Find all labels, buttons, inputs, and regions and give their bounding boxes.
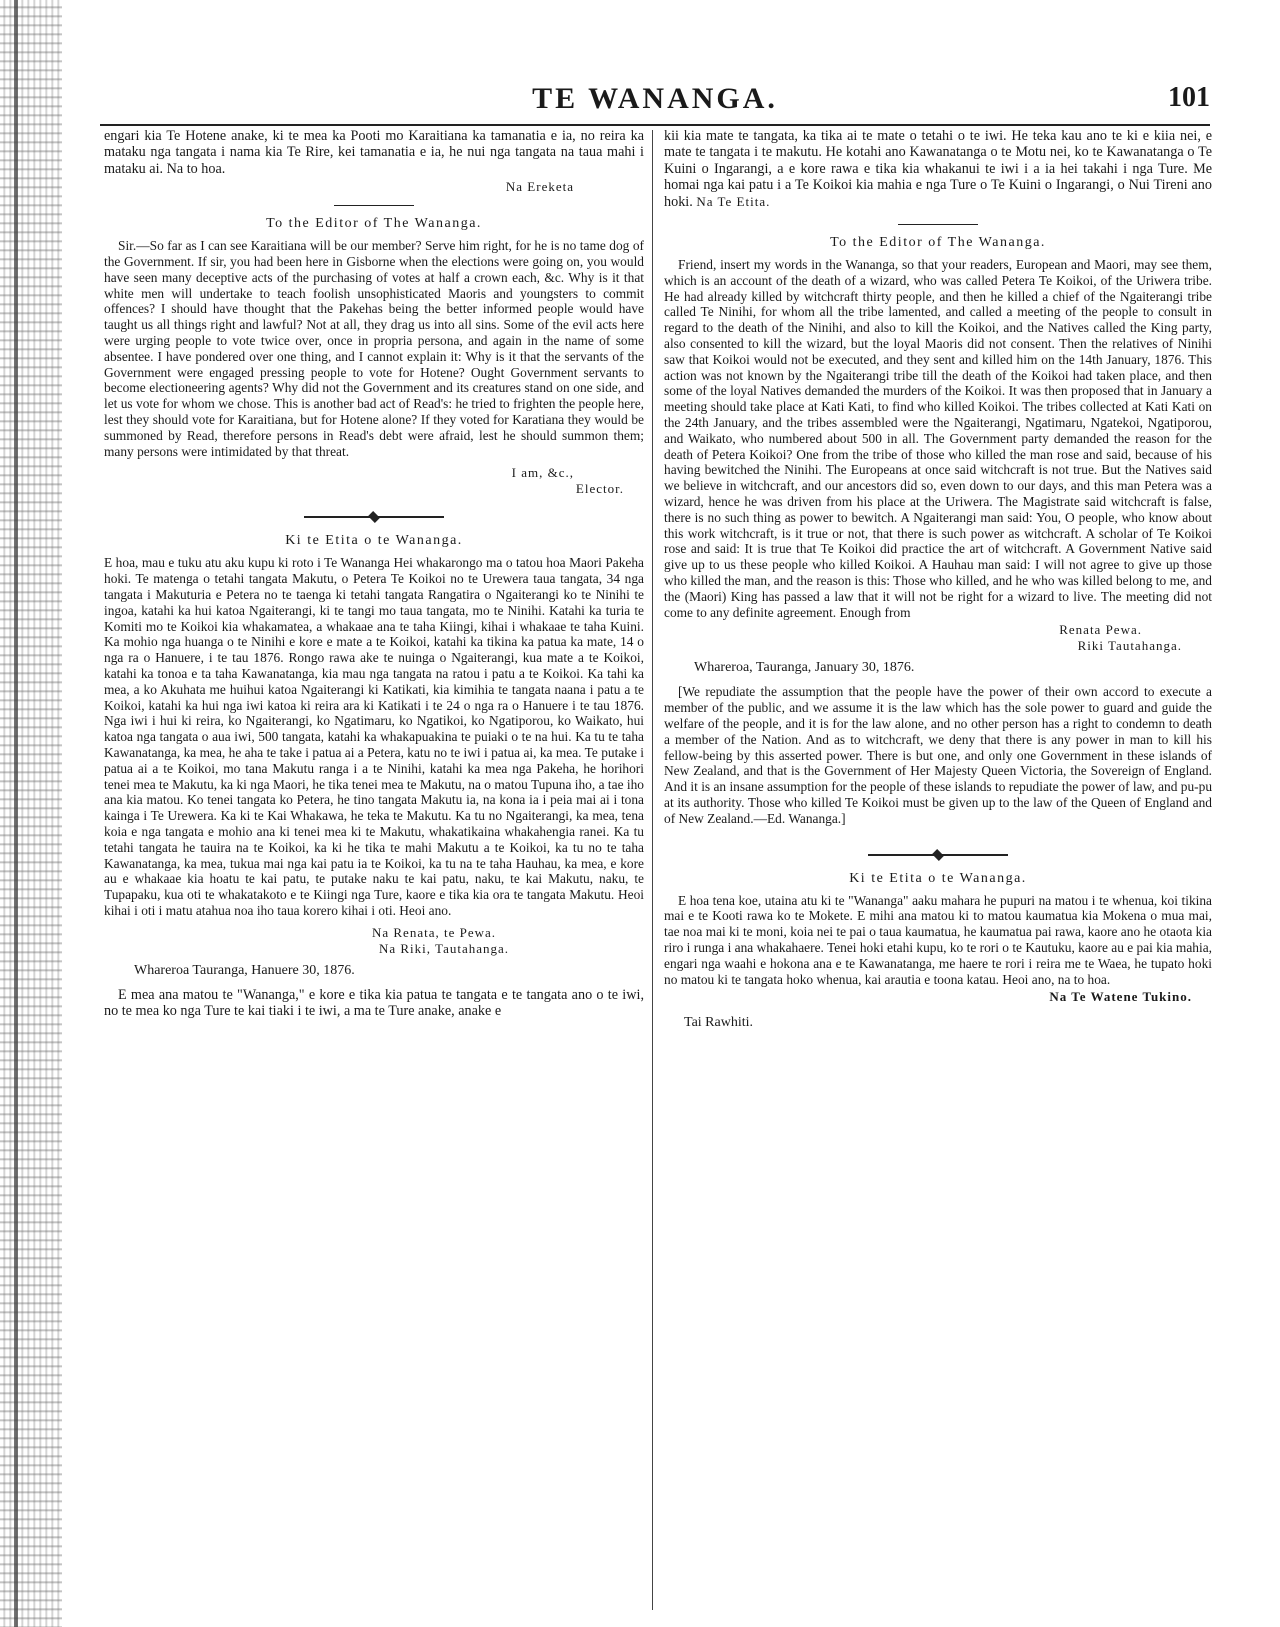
section-rule (334, 205, 414, 206)
opening-paragraph: engari kia Te Hotene anake, ki te mea ka Pooti mo Karaitiana ka tamanatia e ia, no reira ka mataku nga tangata i nama kia Te Rire, kei tamanatia e ia, he nui nga tangata na taua mahi i mataku ai. Na to hoa. (104, 128, 644, 177)
letter2-signature-line1: Na Renata, te Pewa. (371, 924, 497, 940)
page-header (100, 74, 1210, 124)
page-number: 101 (1168, 82, 1210, 113)
closing-paragraph: E mea ana matou te "Wananga," e kore e tika kia patua te tangata e te tangata ano o te iwi, no te mea ko nga Ture te kai tiaki i te iwi, a ma te Ture anake, anake e (104, 986, 644, 1020)
letter3-signature-line1: Renata Pewa. (1059, 622, 1142, 638)
scan-margin-noise (0, 0, 62, 1627)
section-rule-right (898, 224, 978, 225)
letter3-body: Friend, insert my words in the Wananga, so that your readers, European and Maori, may see them, which is an account of the death of a wizard, who was called Petera Te Koikoi, of the Uriwera tribe. He had already killed by witchcraft thirty people, and then he killed a chief of the Ngaiterangi tribe called Te Ninihi, for whom all the tribe lamented, and called a meeting of the people to consult in regard to the death of the Ninihi, and also to kill the Koikoi, and the Natives called the King party, also consented to kill the wizard, but the loyal Maoris did not consent. Then the relatives of Ninihi saw that Koikoi would not be executed, and they sent and killed him on the 14th January, 1876. This action was not known by the Ngaiterangi tribe till the death of the Koikoi had taken place, and then some of the loyal Natives demanded the murders of the Koikoi. It was then proposed that in January a meeting should take place at Kati Kati, to find who killed Koikoi. The tribes collected at Kati Kati on the 24th January, and the tribes assembled were the Ngaiterangi, Ngatimaru, Ngatekoi, Ngatiporou, and Waikato, who numbered about 500 in all. The Government party demanded the reason for the death of Petera Koikoi? One from the tribe of those who killed the man rose and said, because of his having bewitched the Ninihi. The Europeans at once said witchcraft is not true. But the Natives said we believe in witchcraft, and our ancestors did so, even down to our days, and this man Petera was a wizard, hence he was driven from his place at the Uriwera. The Magistrate said witchcraft is false, there is no such thing as power to bewitch. A Ngaiterangi man said: You, O people, who know about this work witchcraft, is it true or not, that there is such power as witchcraft. A scholar of Te Koikoi rose and said: It is true that Te Koikoi did practice the art of witchcraft. A Government Native said give up to us these people who killed Koikoi. A Hauhau man said: I will not agree to give up those who killed the man, and the reason is this: Those who killed, and he who was killed belong to me, and the (Maori) King has passed a law that it will not be right for a wizard to live. The meeting did not come to any definite agreement. Enough from (664, 257, 1212, 620)
letter4-body: E hoa tena koe, utaina atu ki te "Wananga" aaku mahara he pupuri na matou i te whenua, koi tikina mai e te Kooti rawa ko te Mokete. E mihi ana matou ki to matou kaumatua kia Mokena o mua mai, tae noa mai ki te moni, koia nei te pai o taua kaumatua, he kaumatua pai rawa, kaore ano he otaota kia riro i runga i ana whakahaere. Tenei hoki etahi kupu, ko te rori o te Kautuku, kaore au e pai kia mahia, engari nga waahi e hokona ana e te Kawanatanga, me haere te rori i reira me te Waea, he tupato hoki no matou ki te tangata hoko whenua, kai arautia e toona katau. Heoi ano, na to hoa. (664, 892, 1213, 987)
letter2-body: E hoa, mau e tuku atu aku kupu ki roto i Te Wananga Hei whakarongo ma o tatou hoa Maori Pakeha hoki. Te matenga o tetahi tangata Makutu, o Petera Te Koikoi no te Urewera taua tangata, 34 nga tangata i Makuturia e Petera no te taenga ki tetahi tangata Rangatira o Ngaiterangi ko te Ninihi te ingoa, katahi ka hui katoa Ngaiterangi, ki te tangi mo taua tangata, mo te Ninihi. Katahi ka turia te Komiti mo te Koikoi kia whakamatea, a whakaae ana te taha Kiingi, kihai i whakaae te taha Kuini. Ka mohio nga huanga o te Ninihi e kore e mate a te Koikoi, katahi ka tikina ka patua ka mate, 14 o nga ra o Hanuere, i te tau 1876. Rongo rawa ake te nuinga o Ngaiterangi, kua mate a te Koikoi, katahi ka tonoa e ta taha Kawanatanga, kia mau nga tangata na ratou i patu a te Koikoi. Ka tahi ka mea, a ko Akuhata me huihui katoa Ngaiterangi ki Katikati, kia kimihia te tangata naana i patu a te Koikoi, katahi ka hui nga iwi katoa ki reira ara ki Katikati i te 24 o nga ra o Hanuere i te tau 1876. Nga iwi i hui ki reira, ko Ngaiterangi, ko Ngatimaru, ko Ngatikoi, ko Ngatiporou, ko Waikato, hui katoa nga tangata o aua iwi, 500 tangata, katahi ka whakapuakina te puiaki o te na hui. Ka tu te taha Kawanatanga, ka mea, he aha te take i patua ai a Petera, katu no te iwi i patua ai, ka mea. Te putake i patua ai a te Koikoi, mo tana Makutu ranga i a te Ninihi, katahi ka mea nga Pakeha, he horihori tenei mea te Makutu, ka ki nga Maori, he tika tenei mea te Makutu, na o matou Tupuna iho, a tae iho ana kia matou. Ko tenei tangata ko Petera, he tino tangata Makutu ia, na kona ia i peia mai ai i tona kainga i Te Urewera. Ka ki te Kai Whakawa, he teka te Makutu. Ka tu no Ngaiterangi, ka mea, tena koia e nga tangata e mohio ana ki tenei mea ki te Makutu, whakatikaina whakahengia ranei. Ka tu tetahi tangata he tauira na te Koikoi, ka ki he tika te mahi Makutu a te Koikoi, ka tu no te taha Kawanatanga, ka mea, tukua mai nga kai patu ia te Koikoi, ka tu na te taha Hauhau, ka mea, e kore au e whakaae kia hoatu te kai patu, te putake naku te kai patu, naku, te kai Makutu, naku, te Tupapaku, kua oti te whakatakoto e te Kiingi nga Ture, kaore e tika kia ora te tangata Makutu. Heoi kihai i oti i matu atahua noa iho taua korero kihai i oti. Heoi ano. (104, 555, 644, 918)
letter1-heading: To the Editor of The Wananga. (266, 216, 482, 232)
letter2-dateline: Whareroa Tauranga, Hanuere 30, 1876. (134, 962, 355, 978)
letter3-dateline: Whareroa, Tauranga, January 30, 1876. (694, 660, 915, 676)
scan-binding-edge (14, 0, 18, 1627)
editorial-note: [We repudiate the assumption that the people have the power of their own accord to execute a member of the public, and we assume it is the law which has the sole power to guard and guide the welfare of the people, and it is for the law alone, and no other person has a right to condemn to death a member of the Nation. And as to witchcraft, we deny that there is any power in man to kill his fellow-being by this asserted power. There is but one, and only one Government in these islands of New Zealand, and that is the Government of Her Majesty Queen Victoria, the Sovereign of England. And it is an insane assumption for the people of these islands to repudiate the power of law, and pu-pu at its authority. Those who killed Te Koikoi must be given up to the law of the Queen of England and of New Zealand.—Ed. Wananga.] (664, 684, 1213, 826)
section-ornament-right (868, 849, 1008, 861)
letter3-signature-line2: Riki Tautahanga. (1077, 638, 1182, 654)
opening-signature: Na Ereketa (505, 179, 574, 195)
letter2-signature-line2: Na Riki, Tautahanga. (378, 940, 510, 956)
letter1-body: Sir.—So far as I can see Karaitiana will be our member? Serve him right, for he is no tame dog of the Government. If sir, you had been here in Gisborne when the elections were going on, you would have seen many deceptive acts of the purchasing of votes at half a crown each, &c. Why is it that white men will undertake to teach foolish unsophisticated Maoris and youngsters to commit offences? I should have thought that the Pakehas being the better informed people would have taught us all things right and lawful? Not at all, they drag us into all sins. Some of the evil acts here were urging people to vote twice over, once in propria persona, and again in the name of some absentee. I have pondered over one thing, and I cannot explain it: Why is it that the servants of the Government were engaged pressing people to vote for Hotene? Ought Government servants to become electioneering agents? Why did not the Government and its creatures stand on one side, and let us vote for whom we chose. This is another bad act of Read's: he tried to frighten the people here, lest they should vote for Karaitiana, but for Hotene alone? If they voted for Karatiana they would be summoned by Read, therefore persons in Read's debt were afraid, lest he should summon them; many persons were intimidated by that threat. (104, 238, 644, 459)
column-divider (652, 130, 653, 1610)
letter3-heading: To the Editor of The Wananga. (830, 235, 1046, 251)
right-column (664, 128, 1212, 1031)
continuation-signature: Na Te Etita. (696, 193, 771, 209)
letter1-signature: Elector. (575, 481, 624, 497)
letter4-heading: Ki te Etita o te Wananga. (849, 870, 1027, 886)
continuation-paragraph (664, 128, 1212, 210)
letter4-signoff: Tai Rawhiti. (684, 1015, 754, 1031)
letter4-signature: Na Te Watene Tukino. (1049, 989, 1192, 1005)
letter1-closing: I am, &c., (511, 465, 574, 481)
page-title: TE WANANGA. (532, 82, 778, 115)
letter2-heading: Ki te Etita o te Wananga. (285, 533, 463, 549)
section-ornament (304, 511, 444, 523)
left-column (104, 128, 644, 1022)
continuation-text: kii kia mate te tangata, ka tika ai te mate o tetahi o te iwi. He teka kau ano te ki e kiia nei, e mate te tangata i te makutu. He kotahi ano Kawanatanga o te Motu nei, ko te Kawanatanga o Te Kuini o Ingarangi, a e kore rawa e tika kia whakanui te iwi i a ia hei takahi i nga Ture. Me homai nga kai patu i a Te Koikoi kia mahia e nga Ture o Te Kuini o Ingarangi, o Nui Tireni ano hoki. (664, 128, 1212, 210)
header-rule (100, 124, 1210, 126)
